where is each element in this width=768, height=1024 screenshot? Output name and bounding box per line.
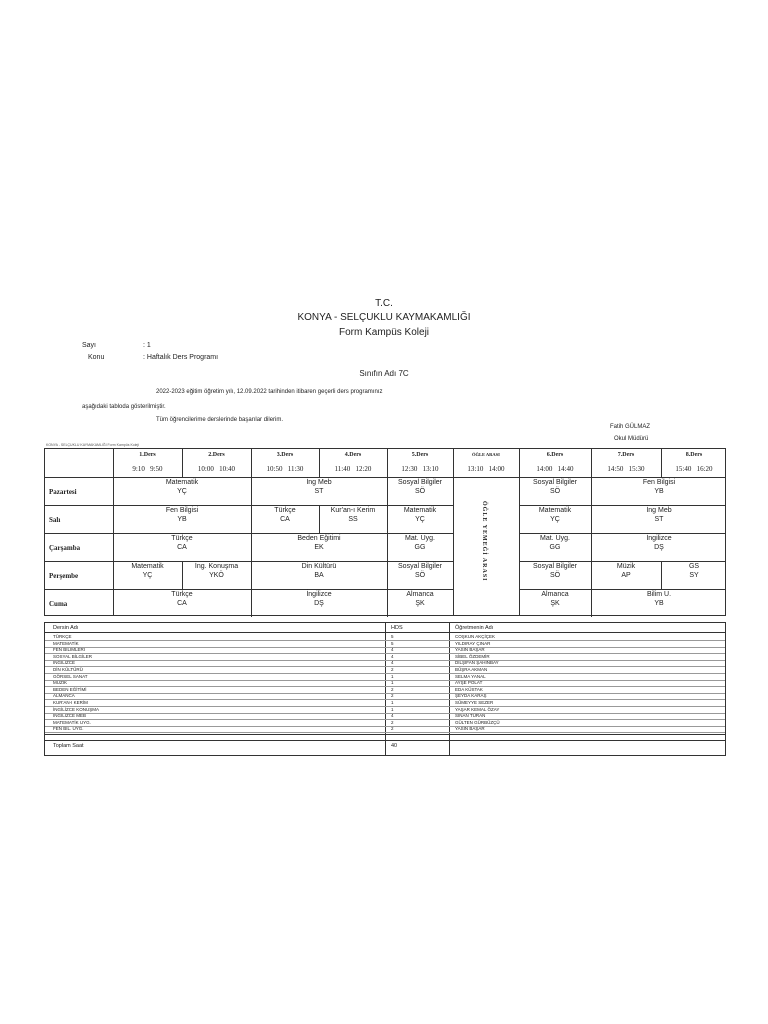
lesson-teacher: ŞK: [415, 600, 425, 607]
lesson-cell: [519, 506, 591, 524]
grid-hline: [45, 680, 725, 681]
grid-hline: [45, 647, 725, 648]
grid-hline: [45, 653, 725, 654]
lesson-subject: Kur'an-ı Kerim: [330, 507, 376, 514]
lesson-cell: [251, 534, 387, 552]
course-teacher: YILDIRAY ÇINAR: [455, 640, 491, 646]
course-hours: 2: [391, 726, 394, 732]
lesson-cell: [519, 534, 591, 552]
grid-hline: [45, 673, 725, 674]
lesson-teacher: SÖ: [549, 572, 561, 579]
lesson-subject: Beden Eğitimi: [297, 535, 341, 542]
lesson-teacher: AP: [621, 572, 631, 579]
lesson-cell: [113, 590, 251, 608]
lesson-subject: Sosyal Bilgiler: [533, 479, 577, 486]
course-name: MATEMATİK UYG.: [53, 719, 91, 725]
day-label: Perşembe: [49, 572, 79, 580]
grid-hline: [45, 726, 725, 727]
lesson-teacher: DŞ: [314, 600, 324, 607]
course-teacher: SELMA YANAL: [455, 673, 486, 679]
lesson-teacher: YB: [177, 516, 187, 523]
lesson-cell: [591, 534, 727, 552]
lesson-teacher: EK: [314, 544, 324, 551]
period-time: 10:00 10:40: [197, 465, 236, 473]
lesson-subject: Sosyal Bilgiler: [533, 563, 577, 570]
lesson-subject: GS: [688, 563, 700, 570]
lesson-cell: [591, 478, 727, 496]
grid-hline: [45, 686, 725, 687]
signer-title: Okul Müdürü: [614, 436, 649, 442]
grid-vline: [387, 589, 388, 617]
period-number: 6.Ders: [546, 452, 564, 458]
lesson-subject: Fen Bilgisi: [165, 507, 199, 514]
course-teacher: ŞEYDA KARAŞ: [455, 693, 487, 699]
tiny-note: KONYA - SELÇUKLU KAYMAKAMLIĞI Form Kampüs Koleji: [46, 443, 140, 447]
lesson-teacher: YÇ: [550, 516, 560, 523]
course-name: İNGİLİZCE: [53, 660, 76, 666]
paragraph-3: Tüm öğrencilerime derslerinde başarılar dilerim.: [156, 417, 284, 423]
grid-hline: [45, 706, 725, 707]
grid-hline: [45, 740, 725, 741]
period-number: 7.Ders: [617, 452, 635, 458]
class-name: Sınıfın Adı 7C: [359, 369, 409, 378]
grid-vline: [591, 477, 592, 505]
sayi-value: : 1: [143, 342, 151, 349]
lesson-subject: Matematik: [131, 563, 164, 570]
col-header-hours: HDS: [391, 625, 403, 631]
grid-vline: [591, 533, 592, 561]
grid-hline: [45, 693, 725, 694]
lesson-teacher: SY: [689, 572, 699, 579]
period-time: 14:50 15:30: [607, 465, 645, 473]
course-teacher: AYŞE POLAT: [455, 680, 483, 686]
lesson-teacher: YB: [654, 488, 664, 495]
course-name: MATEMATİK: [53, 640, 79, 646]
period-time: 12:30 13:10: [401, 465, 439, 473]
lesson-teacher: SS: [348, 516, 358, 523]
period-number: 1.Ders: [139, 452, 156, 458]
course-teacher: GÜLTEN GÜRBÜZÇÜ: [455, 719, 500, 725]
course-hours: 4: [391, 653, 394, 659]
lesson-subject: Matematik: [538, 507, 572, 514]
paragraph-1: 2022-2023 eğitim öğretim yılı, 12.09.2022 tarihinden itibaren geçerli ders programınız: [156, 389, 383, 395]
course-hours: 1: [391, 680, 394, 686]
lesson-teacher: SÖ: [414, 572, 426, 579]
lesson-teacher: CA: [177, 600, 187, 607]
lesson-cell: [387, 590, 453, 608]
lesson-subject: Mat. Uyg.: [540, 535, 570, 542]
period-time: 9:10 9:50: [132, 465, 163, 473]
course-hours: 2: [391, 686, 394, 692]
lesson-teacher: ŞK: [550, 600, 560, 607]
lesson-teacher: BA: [314, 572, 324, 579]
grid-vline: [591, 561, 592, 589]
grid-hline: [45, 640, 725, 641]
lesson-subject: Sosyal Bilgiler: [398, 563, 442, 570]
course-teacher: YASİN BAŞAR: [455, 726, 485, 732]
day-label: Çarşamba: [49, 544, 81, 552]
lesson-subject: Almanca: [541, 591, 569, 598]
lesson-cell: [113, 506, 251, 524]
grid-vline: [449, 623, 450, 755]
lesson-subject: İngilizce: [646, 535, 672, 542]
course-name: SOSYAL BİLGİLER: [53, 653, 93, 659]
lesson-cell: [387, 506, 453, 524]
lesson-cell: [387, 534, 453, 552]
course-hours: 1: [391, 700, 394, 705]
lesson-cell: [661, 562, 727, 580]
course-name: MÜZİK: [53, 680, 67, 686]
course-teacher: SİBEL ÖZDEMİR: [455, 653, 490, 659]
authority-title: KONYA - SELÇUKLU KAYMAKAMLIĞI: [297, 312, 471, 323]
period-number: 4.Ders: [344, 452, 362, 458]
lesson-subject: Almanca: [406, 591, 434, 598]
lesson-cell: [251, 506, 319, 524]
lesson-cell: [519, 590, 591, 608]
lesson-cell: [591, 506, 727, 524]
lesson-teacher: DŞ: [654, 544, 664, 551]
grid-vline: [387, 477, 388, 505]
grid-hline: [45, 732, 725, 733]
grid-hline: [45, 632, 725, 633]
course-name: İNGİLİZCE KONUŞMA: [53, 706, 100, 712]
course-hours: 2: [391, 667, 394, 672]
course-teacher: BÜŞRA AKMAN: [455, 667, 488, 672]
course-teacher: EDA KÜSTAK: [455, 686, 483, 692]
lesson-teacher: CA: [177, 544, 187, 551]
lesson-teacher: CA: [280, 516, 290, 523]
lesson-subject: İng Meb: [306, 479, 332, 486]
course-name: İNGİLİZCE MEB: [53, 713, 87, 719]
lesson-cell: [519, 478, 591, 496]
lesson-teacher: GG: [414, 544, 426, 551]
course-hours: 5: [391, 634, 394, 639]
lesson-subject: Sosyal Bilgiler: [398, 479, 442, 486]
lesson-teacher: YB: [654, 600, 664, 607]
lesson-cell: [113, 562, 182, 580]
lesson-subject: İngilizce: [306, 591, 332, 598]
grid-hline: [45, 734, 725, 735]
period-number: 2.Ders: [208, 452, 225, 458]
course-name: KUR'AN-I KERİM: [53, 700, 88, 705]
grid-vline: [387, 505, 388, 533]
lesson-cell: [251, 590, 387, 608]
lesson-cell: [319, 506, 387, 524]
lesson-subject: İng. Konuşma: [194, 563, 239, 570]
lesson-cell: [591, 562, 661, 580]
course-teacher: COŞKUN AKÇİÇEK: [455, 634, 496, 639]
day-label: Salı: [49, 516, 61, 524]
course-hours: 5: [391, 640, 394, 646]
lesson-cell: [182, 562, 251, 580]
lesson-cell: [251, 562, 387, 580]
grid-vline: [453, 477, 454, 615]
grid-vline: [251, 505, 252, 533]
grid-vline: [387, 533, 388, 561]
lesson-subject: Türkçe: [171, 591, 193, 598]
course-name: BEDEN EĞİTİMİ: [53, 686, 87, 692]
lesson-teacher: YÇ: [177, 488, 187, 495]
grid-vline: [319, 505, 320, 533]
period-time: 15:40 16:20: [675, 465, 713, 473]
lunch-break-vertical-label: ÖĞLE YEMEĞİ ARASI: [481, 501, 487, 582]
sayi-label: Sayı: [82, 342, 97, 349]
lesson-cell: [387, 478, 453, 496]
grid-vline: [251, 533, 252, 561]
period-number: 3.Ders: [276, 452, 294, 458]
col-header-teacher: Öğretmenin Adı: [455, 625, 494, 631]
lesson-cell: [113, 478, 251, 496]
course-teacher: YASİN BAŞAR: [455, 647, 485, 653]
lesson-cell: [113, 534, 251, 552]
lesson-subject: Matematik: [165, 479, 199, 486]
period-time: 11:40 12:20: [334, 465, 372, 473]
courses-table: [44, 622, 726, 756]
konu-value: : Haftalık Ders Programı: [143, 354, 219, 361]
course-teacher: SİNAN TURAN: [455, 713, 486, 719]
grid-vline: [182, 561, 183, 589]
period-time: 14:00 14:40: [536, 465, 574, 473]
signer-name: Fatih GÜLMAZ: [610, 424, 651, 430]
course-teacher: DİLŞİFAN ŞAHİNBAY: [455, 660, 499, 666]
period-number: ÖĞLE ARASI: [472, 452, 500, 457]
lesson-cell: [387, 562, 453, 580]
course-name: GÖRSEL SANAT: [53, 673, 88, 679]
grid-vline: [661, 561, 662, 589]
course-hours: 4: [391, 713, 394, 719]
lesson-teacher: SÖ: [414, 488, 426, 495]
lesson-subject: Fen Bilgisi: [642, 479, 676, 486]
course-name: FEN BİL. UYG.: [53, 726, 84, 732]
lesson-teacher: YÇ: [415, 516, 425, 523]
grid-vline: [251, 477, 252, 505]
paragraph-2: aşağıdaki tabloda gösterilmiştir.: [82, 404, 166, 410]
tc-title: T.C.: [375, 298, 393, 309]
period-number: 8.Ders: [685, 452, 703, 458]
lesson-teacher: ST: [654, 516, 664, 523]
course-name: ALMANCA: [53, 693, 75, 699]
lesson-teacher: GG: [549, 544, 561, 551]
lesson-cell: [251, 478, 387, 496]
lesson-subject: Türkçe: [171, 535, 193, 542]
grid-vline: [385, 623, 386, 755]
konu-label: Konu: [88, 354, 105, 361]
course-hours: 2: [391, 719, 394, 725]
lesson-teacher: YKÖ: [209, 572, 224, 579]
grid-hline: [45, 699, 725, 700]
course-teacher: SÜMEYYE SEZER: [455, 700, 494, 705]
lesson-cell: [519, 562, 591, 580]
schedule-table: [44, 448, 726, 616]
course-name: FEN BİLİMLERİ: [53, 647, 86, 653]
grid-hline: [45, 713, 725, 714]
grid-vline: [591, 589, 592, 617]
grid-vline: [591, 505, 592, 533]
course-hours: 1: [391, 673, 394, 679]
course-teacher: YAŞAR KEMAL ÖZAY: [455, 706, 500, 712]
course-name: DİN KÜLTÜRÜ: [53, 667, 83, 672]
lesson-teacher: ST: [314, 488, 324, 495]
grid-vline: [251, 561, 252, 589]
school-name: Form Kampüs Koleji: [338, 327, 430, 338]
grid-vline: [387, 561, 388, 589]
course-hours: 4: [391, 660, 394, 666]
lesson-subject: Mat. Uyg.: [405, 535, 435, 542]
period-time: 13:10 14:00: [467, 465, 505, 473]
grid-hline: [45, 666, 725, 667]
course-name: TÜRKÇE: [53, 634, 72, 639]
course-hours: 4: [391, 647, 394, 653]
period-time: 10:50 11:30: [266, 465, 304, 473]
period-number: 5.Ders: [411, 452, 429, 458]
grid-vline: [251, 589, 252, 617]
lesson-subject: Matematik: [403, 507, 437, 514]
lesson-subject: Din Kültürü: [301, 563, 337, 570]
lesson-subject: İng Meb: [646, 507, 672, 514]
total-value: 40: [391, 743, 398, 749]
total-label: Toplam Saat: [53, 743, 84, 749]
grid-hline: [45, 660, 725, 661]
col-header-name: Dersin Adı: [53, 625, 79, 631]
course-hours: 1: [391, 706, 394, 712]
day-label: Pazartesi: [49, 488, 77, 496]
course-hours: 2: [391, 693, 394, 699]
lesson-teacher: YÇ: [142, 572, 153, 579]
lesson-subject: Bilim U.: [646, 591, 672, 598]
grid-hline: [45, 719, 725, 720]
lesson-cell: [591, 590, 727, 608]
day-label: Cuma: [49, 600, 68, 608]
lesson-subject: Türkçe: [274, 507, 296, 514]
lesson-subject: Müzik: [616, 563, 636, 570]
lesson-teacher: SÖ: [549, 488, 561, 495]
